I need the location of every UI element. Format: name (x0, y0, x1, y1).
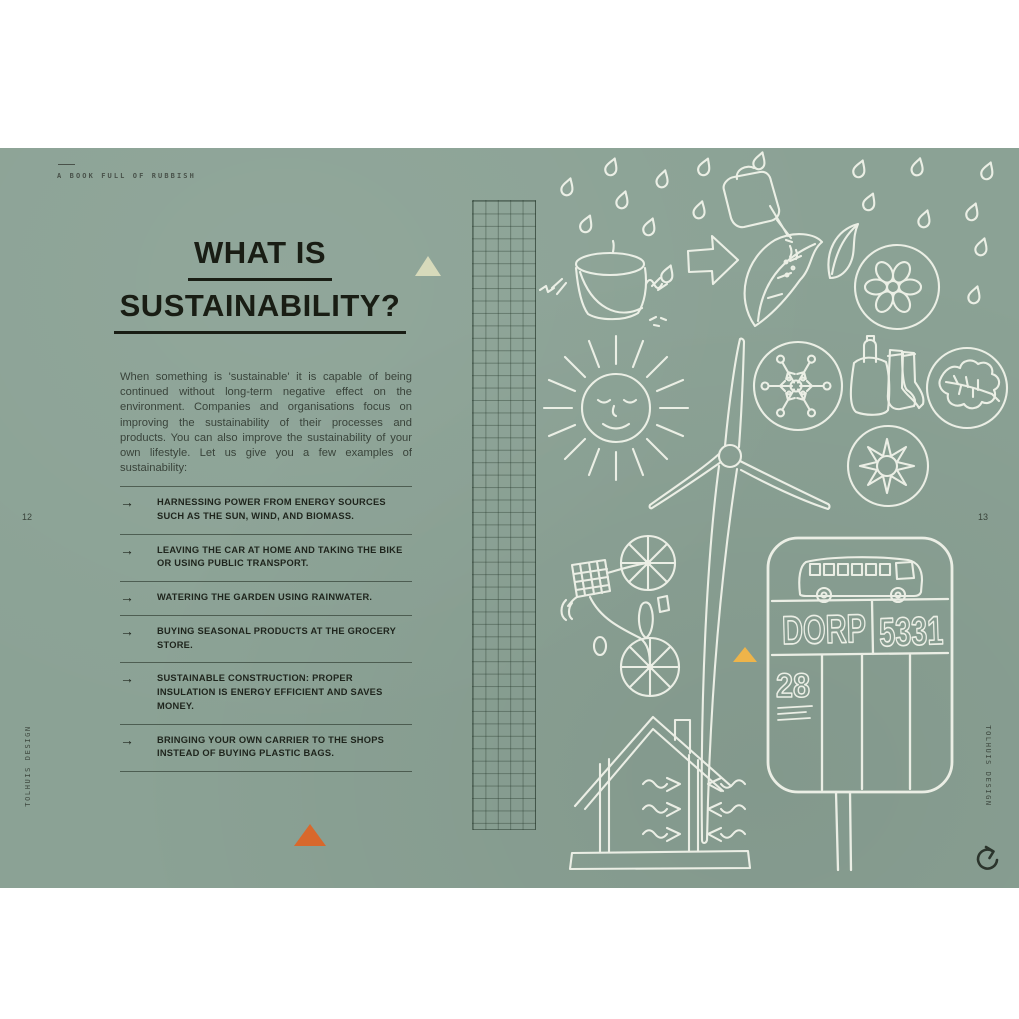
arrow-bullet-icon: → (120, 541, 134, 558)
wind-turbine-icon (650, 339, 830, 843)
bicycle-icon (562, 536, 680, 696)
arrow-bullet-icon: → (120, 589, 134, 605)
list-item-text: LEAVING THE CAR AT HOME AND TAKING THE BIKE OR USING PUBLIC TRANSPORT. (157, 544, 403, 569)
refresh-icon (978, 847, 997, 869)
illustration-layer (0, 148, 1019, 888)
bucket-icon (540, 241, 667, 326)
insulated-house-icon (570, 717, 750, 869)
bus-stop-sign-icon (768, 538, 969, 870)
oak-leaf-circle-icon (927, 348, 1007, 428)
arrow-bullet-icon: → (120, 731, 134, 748)
page-number-left: 12 (22, 512, 33, 522)
star-circle-icon (848, 426, 928, 506)
block-arrow-icon (688, 236, 738, 284)
bus-sign-stop-name: DORP (781, 606, 899, 654)
intro-paragraph: When something is 'sustainable' it is capable of being continued without long-term negative effect on the environment. Companies and organisations focus on improving the sustainability of their processes and products. You can also improve the sustainability of your own lifestyle. Let us give you a few examples of sustainability: (120, 371, 412, 475)
green-spread (0, 148, 1019, 888)
list-item-text: BUYING SEASONAL PRODUCTS AT THE GROCERY STORE. (157, 625, 396, 650)
flower-circle-icon (855, 245, 939, 329)
raindrop-icon (560, 151, 996, 305)
spine-text-right: TOLHUIS DESIGN (984, 725, 992, 807)
list-item-text: SUSTAINABLE CONSTRUCTION: PROPER INSULATION IS ENERGY EFFICIENT AND SAVES MONEY. (157, 673, 383, 711)
arrow-bullet-icon: → (120, 494, 134, 510)
title-line-2: SUSTAINABILITY? (114, 281, 407, 334)
arrow-bullet-icon: → (120, 622, 134, 639)
list-item-text: WATERING THE GARDEN USING RAINWATER. (157, 592, 373, 602)
sun-face-icon (544, 336, 688, 480)
arrow-bullet-icon: → (120, 670, 134, 687)
list-item-text: HARNESSING POWER FROM ENERGY SOURCES SUCH AS THE SUN, WIND, AND BIOMASS. (157, 497, 386, 521)
bus-sign-line-number: 28 (776, 667, 810, 705)
leaves-icon (745, 224, 858, 326)
title-line-1: WHAT IS (188, 228, 332, 281)
snowflake-circle-icon (754, 342, 842, 430)
page-number-right: 13 (978, 512, 989, 522)
boots-bag-icon (851, 336, 924, 415)
list-item-text: BRINGING YOUR OWN CARRIER TO THE SHOPS INSTEAD OF BUYING PLASTIC BAGS. (157, 734, 385, 759)
watering-can-icon (724, 167, 797, 277)
book-kicker: A BOOK FULL OF RUBBISH (57, 172, 196, 180)
spine-text-left: TOLHUIS DESIGN (24, 725, 32, 807)
bus-sign-stop-code: 5331 (878, 607, 969, 656)
